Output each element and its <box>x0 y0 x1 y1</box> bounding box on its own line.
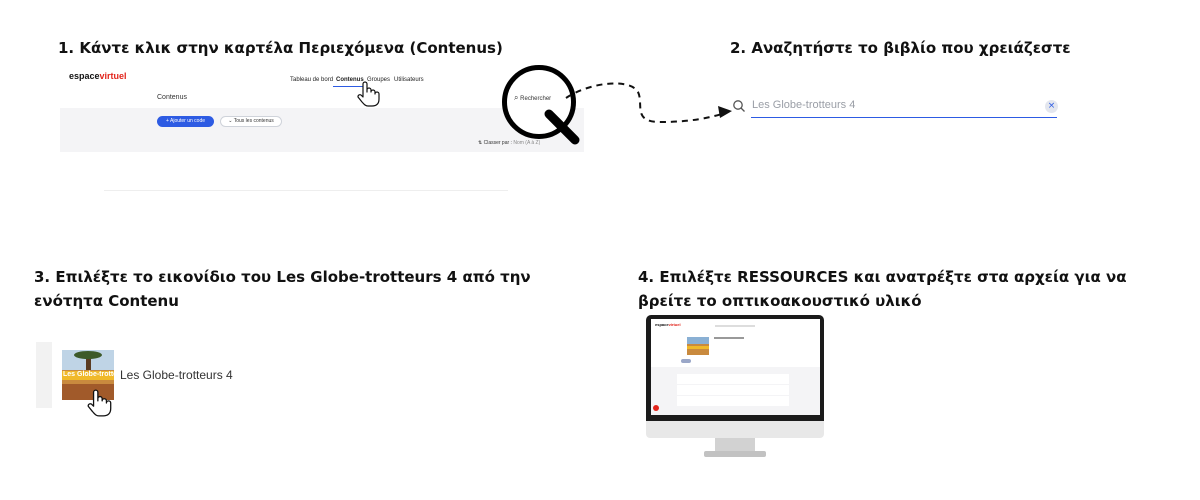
sort-label: Classer par : <box>483 140 512 146</box>
book-title[interactable]: Les Globe-trotteurs 4 <box>120 368 233 382</box>
search-underline <box>751 117 1057 118</box>
book-cover-thumbnail <box>687 337 709 355</box>
search-icon: ⌕ <box>514 93 519 102</box>
filter-dropdown-label: Tous les contenus <box>233 118 274 124</box>
nav-bar <box>715 325 755 327</box>
divider <box>104 190 508 191</box>
monitor-foot <box>704 451 766 457</box>
app-logo <box>69 71 127 81</box>
search-input[interactable]: Les Globe-trotteurs 4 <box>752 99 856 111</box>
sort-value: Nom (A à Z) <box>513 140 541 146</box>
book-title-line <box>714 337 744 339</box>
nav-contenus[interactable]: Contenus <box>336 77 364 83</box>
logo-espace: espace <box>655 322 669 327</box>
step2-title: 2. Αναζητήστε το βιβλίο που χρειάζεστε <box>730 39 1071 57</box>
step1-title: 1. Κάντε κλικ στην καρτέλα Περιεχόμενα (Contenus) <box>58 39 503 57</box>
logo-virtuel: virtuel <box>99 71 127 81</box>
sort-icon: ⇅ <box>478 140 484 146</box>
nav-groupes[interactable]: Groupes <box>367 77 391 83</box>
content-list-edge <box>36 342 52 408</box>
search-field[interactable] <box>732 96 1060 120</box>
hand-cursor-icon <box>86 388 114 418</box>
step3-title-line2: ενότητα Contenu <box>34 292 179 310</box>
page-title: Contenus <box>157 94 187 101</box>
dashed-arrow-icon <box>560 78 740 128</box>
monitor-chin <box>646 421 824 438</box>
search-button-label: Rechercher <box>520 96 552 102</box>
nav-tableau-de-bord[interactable]: Tableau de bord <box>290 77 334 83</box>
app-logo <box>655 322 681 327</box>
file-row[interactable] <box>677 374 789 384</box>
monitor-screen <box>651 319 820 415</box>
filter-dropdown[interactable] <box>220 116 282 127</box>
file-row[interactable] <box>677 385 789 395</box>
step4-title-line2: βρείτε το οπτικοακουστικό υλικό <box>638 292 922 310</box>
help-button[interactable] <box>653 405 659 411</box>
sort-control[interactable] <box>478 140 540 146</box>
add-code-button[interactable]: + Ajouter un code <box>157 116 214 127</box>
chevron-down-icon: ⌄ <box>228 118 234 124</box>
logo-virtuel: virtuel <box>668 322 681 327</box>
file-row[interactable] <box>677 396 789 406</box>
search-button[interactable] <box>514 93 551 103</box>
monitor-neck <box>715 438 755 451</box>
ressources-tab[interactable] <box>681 359 691 363</box>
hand-cursor-icon <box>356 80 382 108</box>
step4-title-line1: 4. Επιλέξτε RESSOURCES και ανατρέξτε στα αρχεία για να <box>638 268 1127 286</box>
book-cover-text: Les Globe-trotteurs <box>63 371 128 378</box>
nav-utilisateurs[interactable]: Utilisateurs <box>394 77 424 83</box>
search-icon <box>732 99 746 113</box>
step3-title-line1: 3. Επιλέξτε το εικονίδιο του Les Globe-trotteurs 4 από την <box>34 268 531 286</box>
clear-search-button[interactable]: × <box>1045 100 1058 113</box>
logo-espace: espace <box>69 71 100 81</box>
